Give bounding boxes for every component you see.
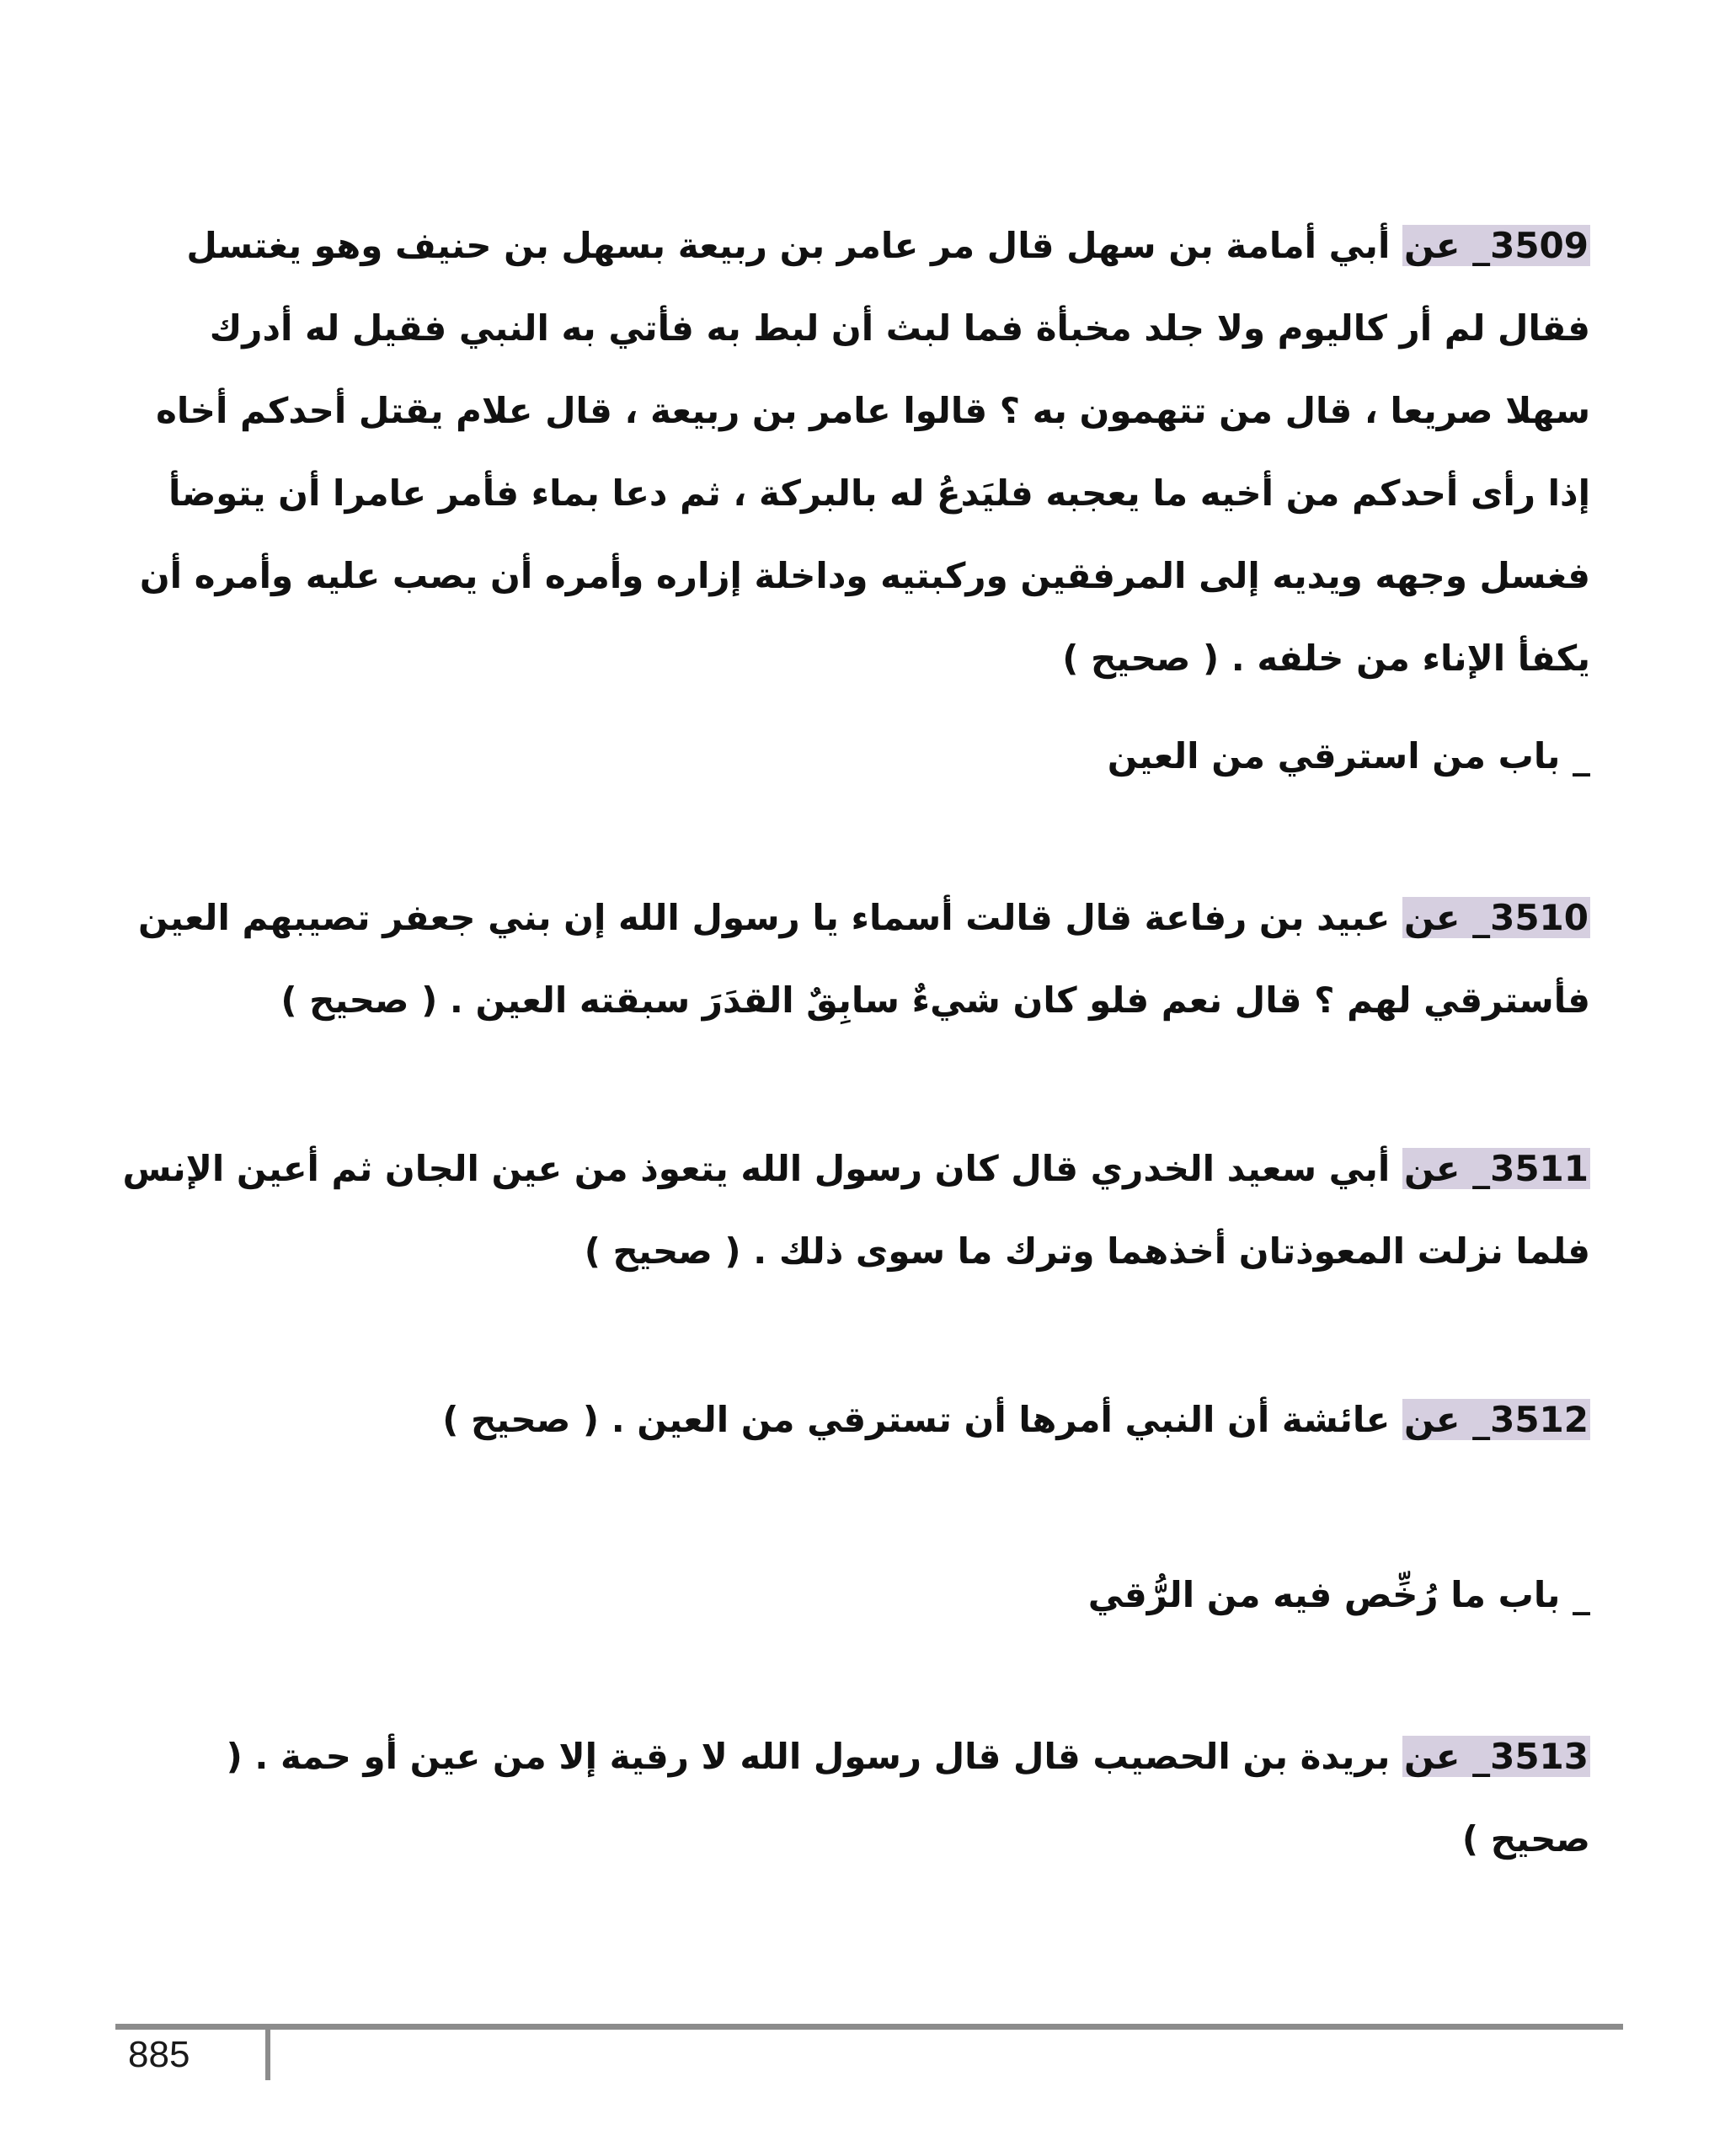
hadith-3512 <box>116 1379 1590 1461</box>
section-heading-text: _ باب من استرقي من العين <box>1107 735 1590 776</box>
hadith-lead-word: عن <box>1403 225 1461 266</box>
hadith-number-highlight <box>1402 1399 1590 1440</box>
hadith-text: عائشة أن النبي أمرها أن تسترقي من العين . ( صحيح ) <box>442 1399 1391 1440</box>
hadith-number: 3513_ <box>1472 1736 1589 1777</box>
hadith-number: 3512_ <box>1472 1399 1589 1440</box>
footer-divider-tick <box>265 2026 270 2080</box>
hadith-number: 3510_ <box>1472 897 1589 938</box>
hadith-text: أبي أمامة بن سهل قال مر عامر بن ربيعة بسهل بن حنيف وهو يغتسل فقال لم أر كاليوم ولا جلد مخبأة فما لبث أن لبط به فأتي به النبي فقيل له أدرك سهلا صريعا ، قال من تتهمون به ؟ قالوا عامر بن ربيعة ، قال علام يقتل أحدكم أخاه إذا رأى أحدكم من أخيه ما يعجبه فليَدعُ له بالبركة ، ثم دعا بماء فأمر عامرا أن يتوضأ فغسل وجهه ويديه إلى المرفقين وركبتيه وداخلة إزاره وأمره أن يصب عليه وأمره أن يكفأ الإناء من خلفه . ( صحيح ) <box>139 225 1590 679</box>
page-number: 885 <box>128 2034 190 2075</box>
hadith-lead-word: عن <box>1403 897 1461 938</box>
hadith-text: بريدة بن الحصيب قال قال رسول الله لا رقية إلا من عين أو حمة . ( صحيح ) <box>226 1736 1590 1860</box>
hadith-number: 3509_ <box>1472 225 1589 266</box>
hadith-lead-word: عن <box>1403 1736 1461 1777</box>
section-heading-text: _ باب ما رُخِّص فيه من الرُّقي <box>1087 1574 1590 1615</box>
section-heading <box>116 1554 1590 1636</box>
hadith-3510 <box>66 877 1590 1042</box>
hadith-number-highlight <box>1402 225 1590 266</box>
hadith-text: أبي سعيد الخدري قال كان رسول الله يتعوذ من عين الجان ثم أعين الإنس فلما نزلت المعوذتان أخذهما وترك ما سوى ذلك . ( صحيح ) <box>122 1148 1590 1272</box>
hadith-lead-word: عن <box>1403 1148 1461 1189</box>
hadith-lead-word: عن <box>1403 1399 1461 1440</box>
hadith-number-highlight <box>1402 1148 1590 1189</box>
hadith-3511 <box>116 1128 1590 1293</box>
hadith-text: عبيد بن رفاعة قال قالت أسماء يا رسول الله إن بني جعفر تصيبهم العين فأسترقي لهم ؟ قال نعم فلو كان شيءٌ سابِقٌ القدَرَ سبقته العين . ( صحيح ) <box>138 897 1590 1021</box>
hadith-3509 <box>116 205 1590 700</box>
hadith-number-highlight <box>1402 897 1590 938</box>
hadith-number-highlight <box>1402 1736 1590 1777</box>
section-heading <box>116 715 1590 798</box>
hadith-number: 3511_ <box>1472 1148 1589 1189</box>
footer-rule <box>115 2024 1623 2030</box>
hadith-3513 <box>116 1716 1590 1881</box>
